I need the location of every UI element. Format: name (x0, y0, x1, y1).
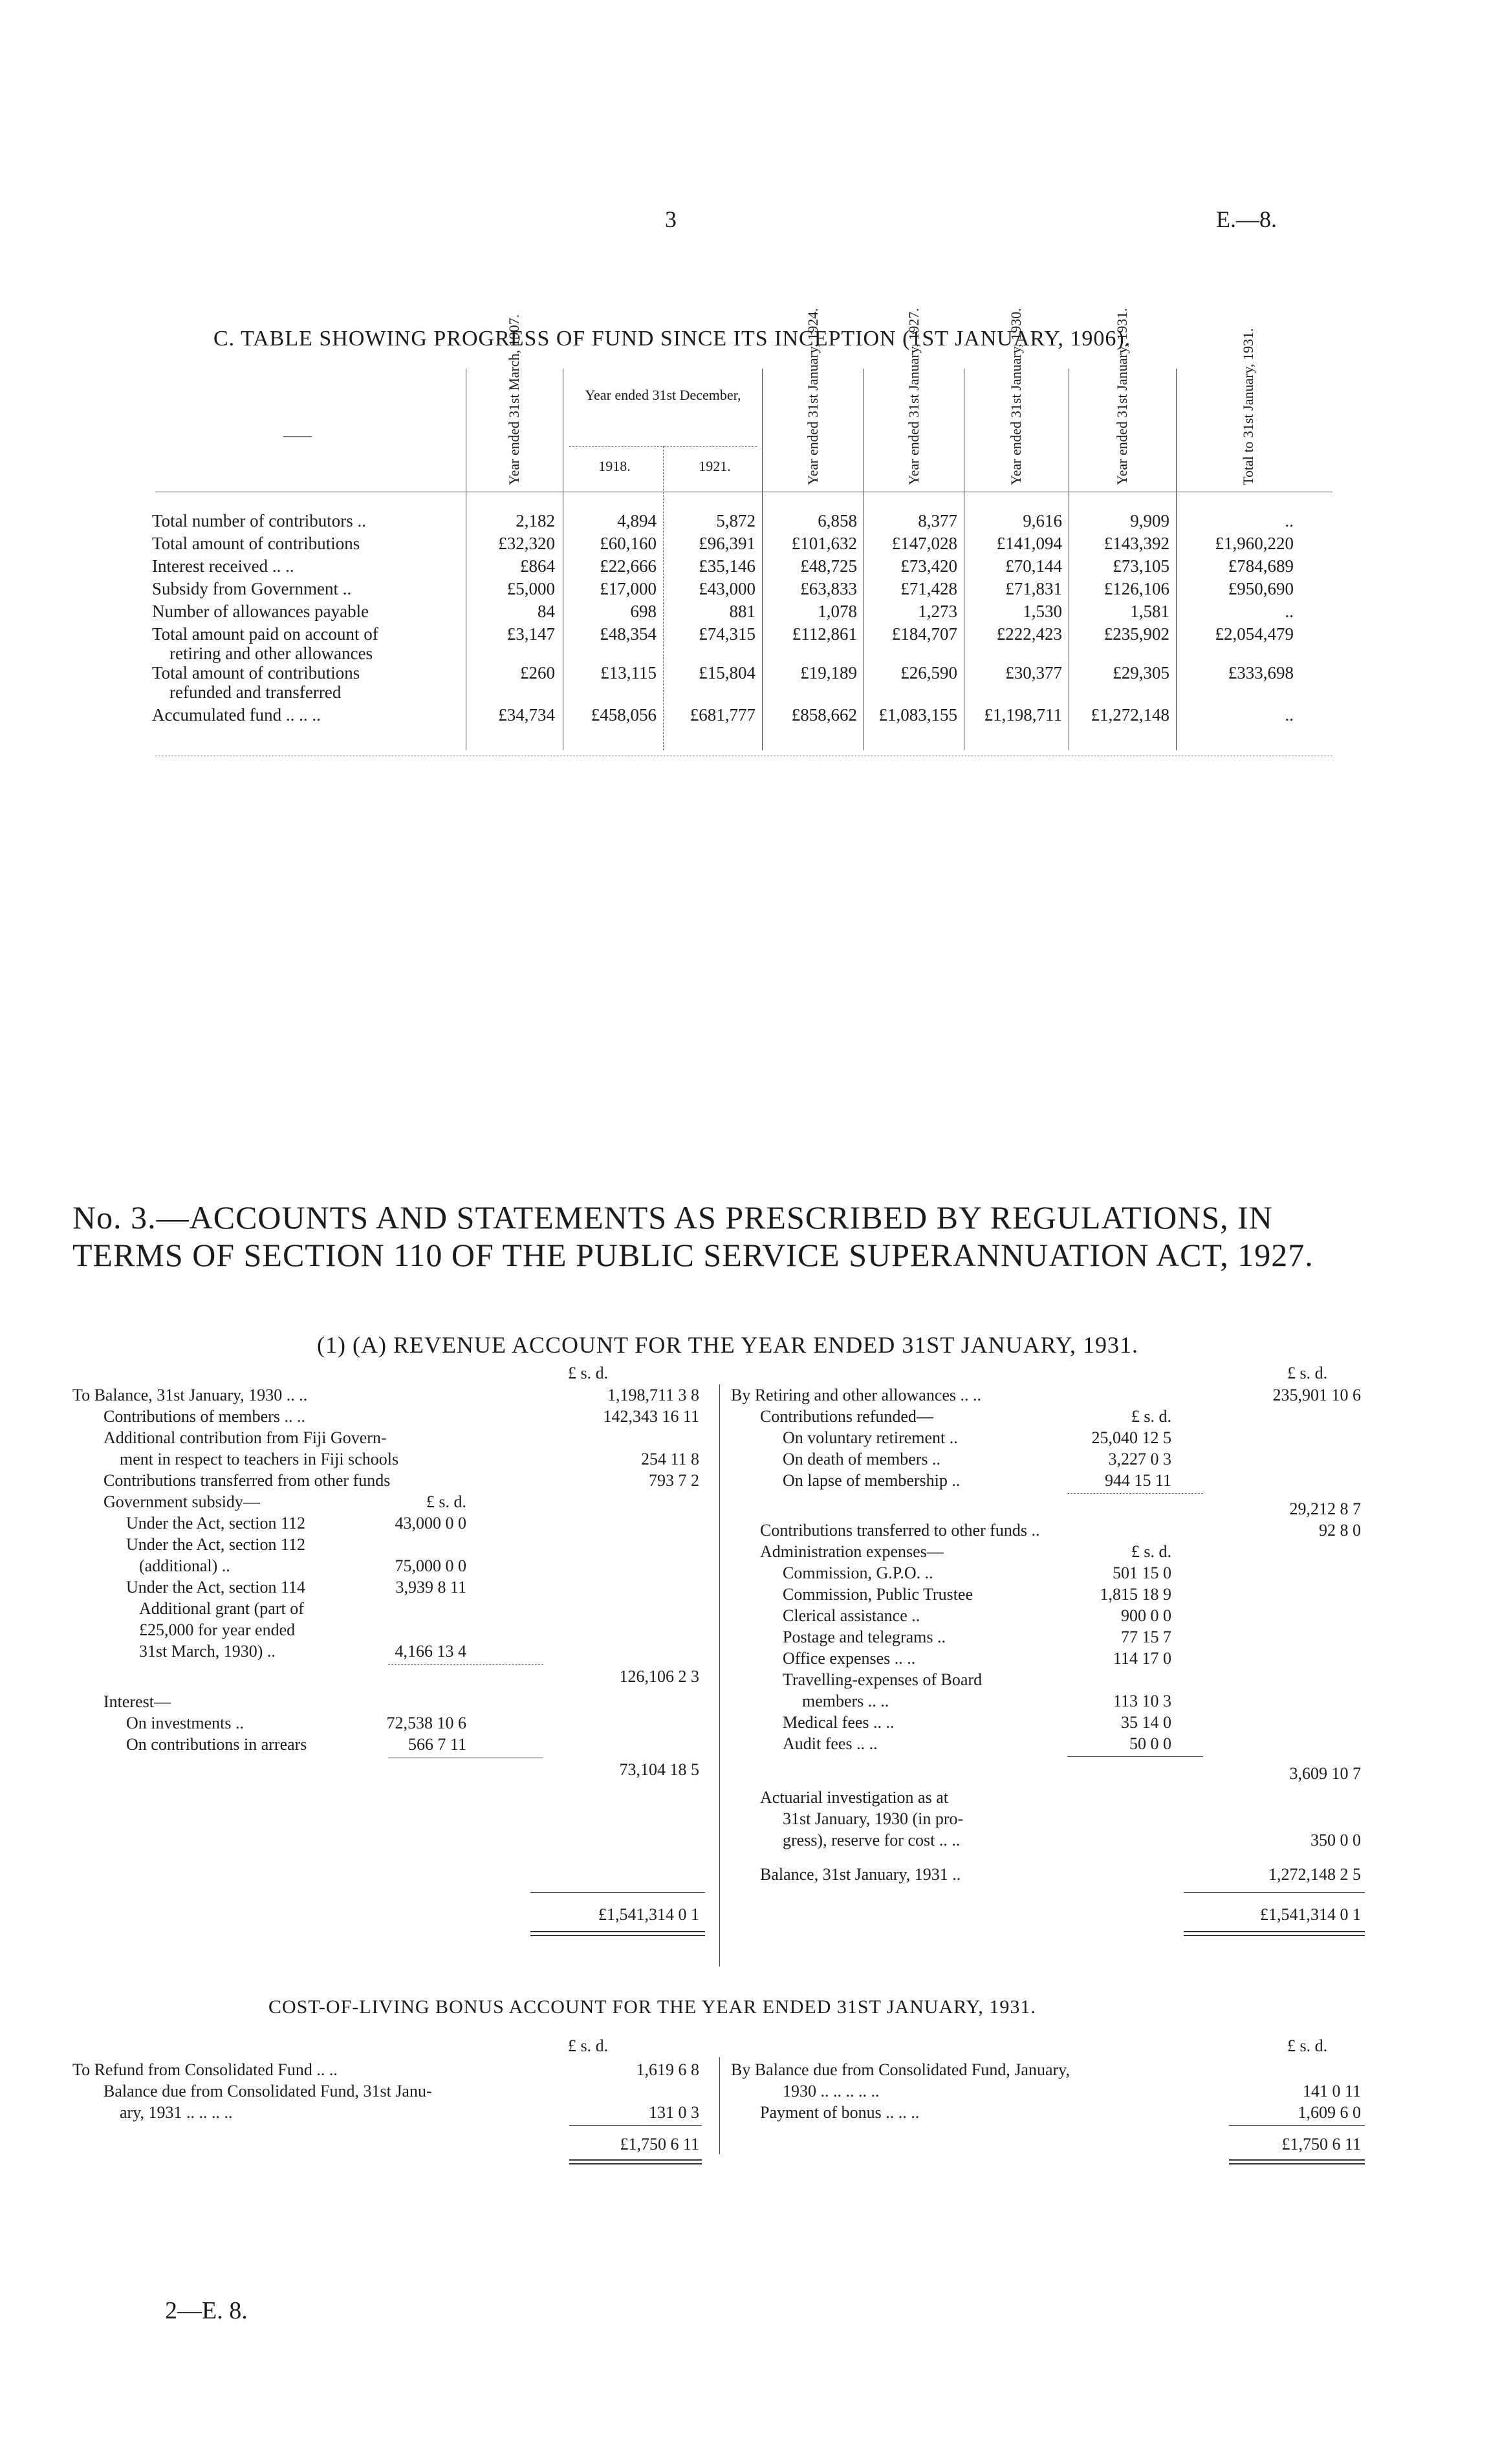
table-cell: 8,377 (918, 511, 957, 530)
table-cell: £34,734 (498, 705, 555, 725)
double-rule (530, 1931, 705, 1936)
right-value: 501 15 0 (1113, 1564, 1171, 1582)
table-cell: £184,707 (891, 624, 957, 644)
left-line: Balance due from Consolidated Fund, 31st Janu- (103, 2082, 432, 2100)
table-cell: £950,690 (1228, 579, 1294, 598)
table-cell: 4,894 (617, 511, 657, 530)
table-cell: 84 (538, 602, 555, 621)
table-cell: £43,000 (699, 579, 756, 598)
table-cell: £147,028 (891, 534, 957, 553)
table-cell: £63,833 (800, 579, 857, 598)
table-cell: 1,581 (1130, 602, 1169, 621)
left-line: Contributions of members .. .. (103, 1407, 305, 1426)
table-cell: £96,391 (699, 534, 756, 553)
left-line: On investments .. (126, 1714, 244, 1732)
left-line: Under the Act, section 112 (126, 1514, 306, 1532)
right-line: Travelling-expenses of Board (783, 1670, 983, 1689)
col-header-1924: Year ended 31st January, 1924. (805, 308, 821, 485)
right-line: 31st January, 1930 (in pro- (783, 1809, 964, 1828)
table-cell: £35,146 (699, 556, 756, 576)
divider (719, 2057, 720, 2154)
left-line: £25,000 for year ended (139, 1620, 296, 1639)
right-value: 35 14 0 (1121, 1713, 1171, 1732)
divider (569, 446, 757, 447)
page-signature: 2—E. 8. (165, 2297, 248, 2324)
lsd-header-right: £ s. d. (1287, 1364, 1328, 1382)
table-cell: £73,105 (1113, 556, 1169, 576)
right-value: 50 0 0 (1129, 1734, 1171, 1753)
right-line: Office expenses .. .. (783, 1649, 916, 1668)
table-cell: £1,083,155 (878, 705, 957, 725)
table-cell: 1,078 (818, 602, 857, 621)
left-line: Government subsidy— (103, 1492, 260, 1511)
right-line: 1930 .. .. .. .. .. (783, 2082, 880, 2100)
divider (388, 1664, 543, 1665)
col-header-1921: 1921. (699, 458, 731, 474)
left-value: 72,538 10 6 (386, 1714, 466, 1732)
left-line: Contributions transferred from other funds (103, 1471, 391, 1490)
table-cell: £74,315 (699, 624, 756, 644)
right-line: Audit fees .. .. (783, 1734, 878, 1753)
table-cell: £13,115 (600, 663, 657, 682)
right-value: 25,040 12 5 (1091, 1428, 1171, 1447)
lsd-header-right: £ s. d. (1287, 2036, 1328, 2055)
right-line: On death of members .. (783, 1450, 941, 1468)
table-row-label: Total amount of contributions (152, 663, 360, 682)
table-cell: £2,054,479 (1215, 624, 1294, 644)
right-subheader: £ s. d. (1131, 1407, 1171, 1426)
table-cell: £141,094 (996, 534, 1062, 553)
table-c-title: C. TABLE SHOWING PROGRESS OF FUND SINCE ITS INCEPTION (1ST JANUARY, 1906). (213, 327, 1131, 351)
table-cell: £784,689 (1228, 556, 1294, 576)
right-line: By Balance due from Consolidated Fund, January, (731, 2060, 1070, 2079)
table-cell: 1,273 (918, 602, 957, 621)
right-line: Postage and telegrams .. (783, 1628, 946, 1646)
right-subtotal: 3,609 10 7 (1289, 1764, 1361, 1783)
right-value: 3,227 0 3 (1108, 1450, 1171, 1468)
left-value: 1,619 6 8 (636, 2060, 699, 2079)
table-cell: 881 (729, 602, 756, 621)
table-cell: 6,858 (818, 511, 857, 530)
right-value: 944 15 11 (1104, 1471, 1171, 1490)
table-cell: £26,590 (900, 663, 957, 682)
table-cell: £260 (520, 663, 555, 682)
left-subtotal: 73,104 18 5 (619, 1760, 699, 1779)
col-header-1907: Year ended 31st March, 1907. (506, 314, 522, 485)
right-line: Actuarial investigation as at (760, 1788, 948, 1807)
lsd-header-left: £ s. d. (568, 2036, 609, 2055)
right-total: £1,750 6 11 (1281, 2135, 1361, 2153)
table-cell: 9,616 (1023, 511, 1062, 530)
table-cell: £458,056 (591, 705, 657, 725)
right-line: By Retiring and other allowances .. .. (731, 1386, 982, 1404)
table-row-label: Interest received .. .. (152, 556, 294, 576)
table-row-label: Accumulated fund .. .. .. (152, 705, 321, 725)
right-line: On voluntary retirement .. (783, 1428, 958, 1447)
left-value: 3,939 8 11 (395, 1578, 466, 1597)
right-line: Balance, 31st January, 1931 .. (760, 1865, 961, 1884)
table-cell: £143,392 (1103, 534, 1169, 553)
table-cell: £112,861 (792, 624, 857, 644)
table-cell: 9,909 (1130, 511, 1169, 530)
right-line: Medical fees .. .. (783, 1713, 895, 1732)
left-total: £1,541,314 0 1 (598, 1905, 699, 1924)
page-number: 3 (665, 206, 677, 232)
right-value: 113 10 3 (1113, 1692, 1171, 1710)
divider (1184, 1892, 1365, 1893)
left-line: 31st March, 1930) .. (139, 1642, 276, 1661)
table-row-label: Number of allowances payable (152, 602, 369, 621)
table-row-label: retiring and other allowances (169, 644, 373, 663)
col-header-1931: Year ended 31st January, 1931. (1114, 308, 1130, 485)
blank-header: —— (283, 427, 312, 443)
table-cell: £19,189 (800, 663, 857, 682)
table-cell: £71,831 (1005, 579, 1062, 598)
cost-of-living-title: COST-OF-LIVING BONUS ACCOUNT FOR THE YEAR ENDED 31ST JANUARY, 1931. (268, 1996, 1036, 2018)
left-line: On contributions in arrears (126, 1735, 307, 1754)
table-cell: £32,320 (498, 534, 555, 553)
double-rule (1229, 2159, 1365, 2164)
divider (1229, 2125, 1365, 2126)
right-subtotal: 29,212 8 7 (1289, 1499, 1361, 1518)
right-value: 900 0 0 (1121, 1606, 1171, 1625)
table-cell: £48,725 (800, 556, 857, 576)
table-cell: £71,428 (900, 579, 957, 598)
right-line: Contributions transferred to other funds .. (760, 1521, 1040, 1540)
table-cell: £17,000 (600, 579, 657, 598)
table-cell: £30,377 (1005, 663, 1062, 682)
right-total: £1,541,314 0 1 (1260, 1905, 1361, 1924)
table-cell: £48,354 (600, 624, 657, 644)
table-cell: £681,777 (690, 705, 756, 725)
double-rule (569, 2159, 702, 2164)
left-value: 1,198,711 3 8 (607, 1386, 699, 1404)
table-cell: .. (1285, 705, 1294, 725)
right-line: On lapse of membership .. (783, 1471, 961, 1490)
divider (1067, 1493, 1203, 1494)
left-line: Interest— (103, 1692, 171, 1711)
lsd-header-left: £ s. d. (568, 1364, 609, 1382)
left-value: 43,000 0 0 (395, 1514, 466, 1532)
left-line: Additional grant (part of (139, 1599, 304, 1618)
right-value: 77 15 7 (1121, 1628, 1171, 1646)
right-line: Commission, G.P.O. .. (783, 1564, 933, 1582)
divider (569, 2125, 702, 2126)
col-header-december: Year ended 31st December, (585, 387, 741, 403)
col-header-1930: Year ended 31st January, 1930. (1008, 308, 1024, 485)
left-value: 566 7 11 (408, 1735, 466, 1754)
table-row-label: Subsidy from Government .. (152, 579, 352, 598)
left-line: ary, 1931 .. .. .. .. (120, 2103, 233, 2122)
table-cell: £101,632 (791, 534, 857, 553)
left-value: 793 7 2 (649, 1471, 699, 1490)
table-cell: .. (1285, 602, 1294, 621)
table-cell: £15,804 (699, 663, 756, 682)
table-cell: £3,147 (506, 624, 555, 644)
right-value: 92 8 0 (1319, 1521, 1361, 1540)
right-line: Administration expenses— (760, 1542, 944, 1561)
table-cell: £1,272,148 (1091, 705, 1169, 725)
divider (719, 1384, 720, 1967)
table-cell: £1,960,220 (1215, 534, 1294, 553)
col-header-1918: 1918. (598, 458, 631, 474)
left-line: (additional) .. (139, 1556, 230, 1575)
left-value: 75,000 0 0 (395, 1556, 466, 1575)
divider (530, 1892, 705, 1893)
page-reference: E.—8. (1216, 206, 1277, 232)
table-row-label: Total amount paid on account of (152, 624, 378, 644)
table-cell: £126,106 (1103, 579, 1169, 598)
right-line: Payment of bonus .. .. .. (760, 2103, 920, 2122)
double-rule (1184, 1931, 1365, 1936)
table-cell: 698 (630, 602, 657, 621)
left-line: Under the Act, section 114 (126, 1578, 306, 1597)
right-value: 1,272,148 2 5 (1268, 1865, 1361, 1884)
table-row-label: Total amount of contributions (152, 534, 360, 553)
right-value: 235,901 10 6 (1272, 1386, 1361, 1404)
right-value: 1,609 6 0 (1298, 2103, 1361, 2122)
right-line: Contributions refunded— (760, 1407, 933, 1426)
table-cell: £60,160 (600, 534, 657, 553)
section-3-heading: No. 3.—ACCOUNTS AND STATEMENTS AS PRESCRIBED BY REGULATIONS, IN TERMS OF SECTION 110 OF THE PUBLIC SERVICE SUPERANNUATION ACT, 1927. (72, 1199, 1314, 1273)
table-cell: 2,182 (516, 511, 555, 530)
left-line: Under the Act, section 112 (126, 1535, 306, 1554)
left-value: 142,343 16 11 (603, 1407, 699, 1426)
col-header-1927: Year ended 31st January, 1927. (906, 308, 922, 485)
left-value: 254 11 8 (640, 1450, 699, 1468)
left-subtotal: 126,106 2 3 (619, 1667, 699, 1686)
table-cell: £29,305 (1113, 663, 1169, 682)
right-value: 141 0 11 (1302, 2082, 1361, 2100)
right-subheader: £ s. d. (1131, 1542, 1171, 1561)
right-line: Commission, Public Trustee (783, 1585, 973, 1604)
table-cell: £858,662 (791, 705, 857, 725)
table-cell: £1,198,711 (984, 705, 1062, 725)
table-row-label: refunded and transferred (169, 682, 342, 702)
table-cell: .. (1285, 511, 1294, 530)
table-cell: £73,420 (900, 556, 957, 576)
revenue-account-title: (1) (A) REVENUE ACCOUNT FOR THE YEAR ENDED 31ST JANUARY, 1931. (317, 1332, 1139, 1358)
table-cell: £70,144 (1005, 556, 1062, 576)
left-line: Additional contribution from Fiji Govern- (103, 1428, 387, 1447)
table-cell: 1,530 (1023, 602, 1062, 621)
right-line: Clerical assistance .. (783, 1606, 920, 1625)
table-cell: 5,872 (716, 511, 756, 530)
left-value: 4,166 13 4 (395, 1642, 466, 1661)
right-value: 1,815 18 9 (1100, 1585, 1171, 1604)
left-line: ment in respect to teachers in Fiji schools (120, 1450, 399, 1468)
left-value: 131 0 3 (649, 2103, 699, 2122)
left-subheader: £ s. d. (426, 1492, 466, 1511)
left-line: To Balance, 31st January, 1930 .. .. (72, 1386, 308, 1404)
right-line: members .. .. (802, 1692, 889, 1710)
divider (1067, 1756, 1203, 1757)
right-line: gress), reserve for cost .. .. (783, 1831, 961, 1849)
right-value: 114 17 0 (1113, 1649, 1171, 1668)
table-cell: £222,423 (996, 624, 1062, 644)
col-header-total: Total to 31st January, 1931. (1240, 328, 1256, 485)
left-line: To Refund from Consolidated Fund .. .. (72, 2060, 338, 2079)
table-cell: £864 (520, 556, 555, 576)
table-cell: £235,902 (1103, 624, 1169, 644)
right-value: 350 0 0 (1310, 1831, 1361, 1849)
table-cell: £5,000 (506, 579, 555, 598)
left-total: £1,750 6 11 (620, 2135, 699, 2153)
table-cell: £22,666 (600, 556, 657, 576)
table-cell: £333,698 (1228, 663, 1294, 682)
table-row-label: Total number of contributors .. (152, 511, 367, 530)
